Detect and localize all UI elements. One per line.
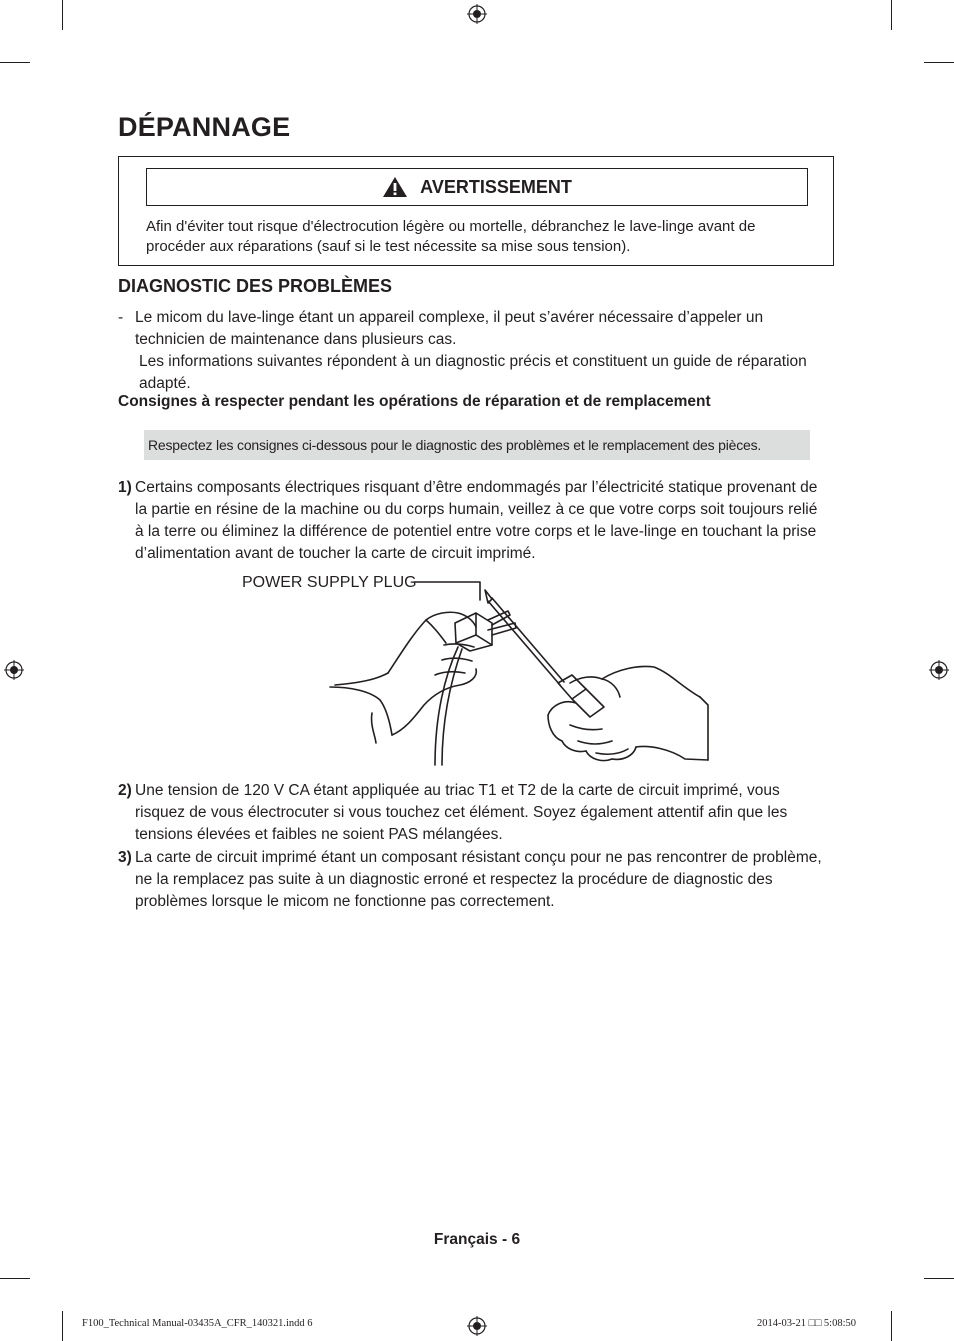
note-bar: Respectez les consignes ci-dessous pour le diagnostic des problèmes et le remplacement des pièces. xyxy=(144,430,810,460)
item-number: 3) xyxy=(118,849,132,866)
crop-mark xyxy=(0,1278,30,1279)
crop-mark xyxy=(891,0,892,30)
slug-file: F100_Technical Manual-03435A_CFR_140321.indd 6 xyxy=(82,1318,313,1329)
warning-text: Afin d'éviter tout risque d'électrocution légère ou mortelle, débranchez le lave-linge avant de procéder aux réparations (sauf si le test nécessite sa mise sous tension). xyxy=(146,218,756,255)
list-item xyxy=(118,477,830,565)
registration-mark-icon xyxy=(467,1316,487,1336)
list-item xyxy=(118,780,830,846)
registration-mark-icon xyxy=(467,4,487,24)
item-number: 2) xyxy=(118,782,132,799)
crop-mark xyxy=(62,1311,63,1341)
crop-mark xyxy=(924,1278,954,1279)
crop-mark xyxy=(891,1311,892,1341)
list-item xyxy=(118,847,830,913)
registration-mark-icon xyxy=(4,660,24,680)
intro-paragraph xyxy=(135,307,825,395)
crop-mark xyxy=(924,62,954,63)
page-title: DÉPANNAGE xyxy=(118,112,291,142)
slug-date: 2014-03-21 □□ 5:08:50 xyxy=(757,1318,857,1329)
power-plug-illustration xyxy=(230,565,720,775)
warning-triangle-icon xyxy=(382,176,408,198)
item-text: Certains composants électriques risquant d’être endommagés par l’électricité statique provenant de la partie en résine de la machine ou du corps humain, veillez à ce que votre corps soit toujours relié à la terre ou éliminez la différence de potentiel entre votre corps et le lave-linge en touchant la prise d’alimentation avant de toucher la carte de circuit imprimé. xyxy=(135,479,818,562)
item-number: 1) xyxy=(118,479,132,496)
instructions-heading: Consignes à respecter pendant les opérations de réparation et de remplacement xyxy=(118,393,711,410)
warning-box xyxy=(118,156,834,266)
crop-mark xyxy=(0,62,30,63)
item-text: La carte de circuit imprimé étant un composant résistant conçu pour ne pas rencontrer de problème, ne la remplacez pas suite à un diagnostic erroné et respectez la procédure de diagnostic des problèmes lorsque le micom ne fonctionne pas correctement. xyxy=(135,849,822,910)
page-footer: Français - 6 xyxy=(433,1231,521,1248)
warning-label: AVERTISSEMENT xyxy=(420,176,572,197)
item-text: Une tension de 120 V CA étant appliquée au triac T1 et T2 de la carte de circuit imprimé, vous risquez de vous électrocuter si vous touchez cet élément. Soyez également attentif afin que les tensions élevées et faibles ne soient PAS mélangées. xyxy=(135,782,788,843)
warning-header xyxy=(146,168,808,206)
figure-label: POWER SUPPLY PLUG xyxy=(242,574,417,591)
list-dash: - xyxy=(118,309,124,326)
crop-mark xyxy=(62,0,63,30)
intro-line-1: Le micom du lave-linge étant un appareil complexe, il peut s’avérer nécessaire d’appeler un technicien de maintenance dans plusieurs cas. xyxy=(135,309,764,348)
section-heading: DIAGNOSTIC DES PROBLÈMES xyxy=(118,276,393,296)
registration-mark-icon xyxy=(929,660,949,680)
intro-line-2: Les informations suivantes répondent à un diagnostic précis et constituent un guide de réparation adapté. xyxy=(139,353,807,392)
